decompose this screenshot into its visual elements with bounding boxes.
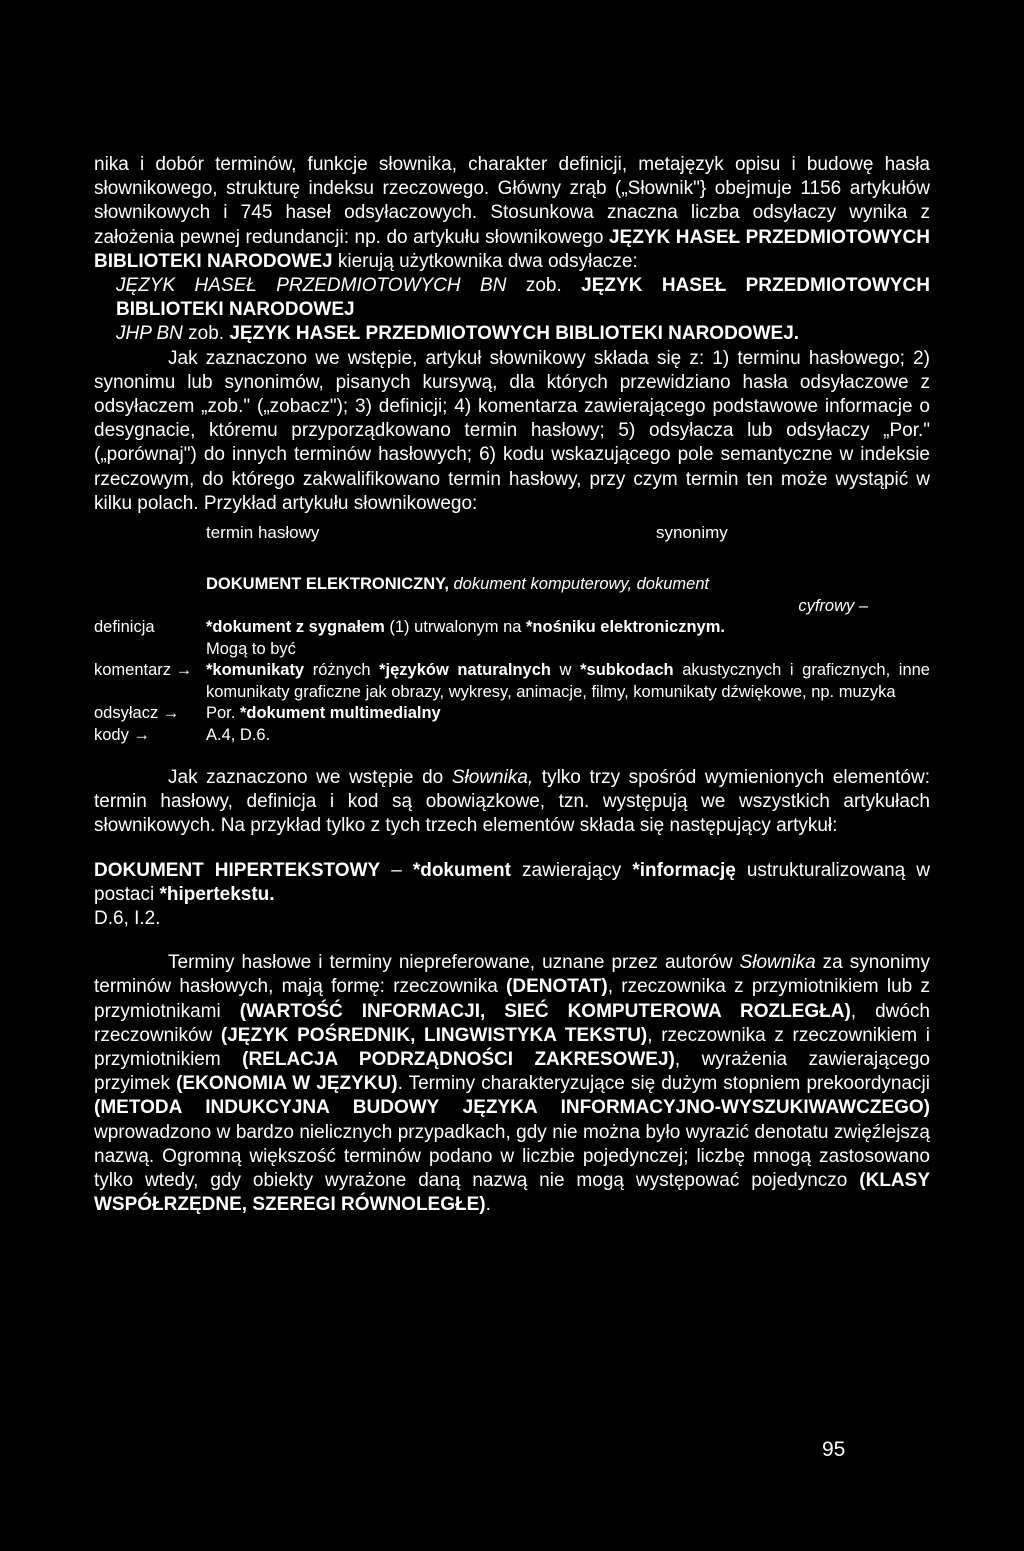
definition-text: *dokument z sygnałem (1) utrwalonym na *nośniku elektronicznym. Mogą to być xyxy=(206,618,725,658)
page-body xyxy=(94,153,930,1218)
entry-synonym-continuation: cyfrowy – xyxy=(798,596,868,615)
paragraph-mandatory: Jak zaznaczono we wstępie do Słownika, tylko trzy spośród wymienionych elementów: termin hasłowy, definicja i kod są obowiązkowe, tzn. występują we wszystkich artykułach słownikowych. Na przykład tylko z tych trzech elementów składa się następujący artykuł: xyxy=(94,767,930,837)
entry-hypertext-code: D.6, I.2. xyxy=(94,908,161,930)
code-label: kody → xyxy=(94,725,150,744)
header-term-label: termin hasłowy xyxy=(206,523,320,543)
entry-definition-row xyxy=(94,617,930,660)
reference-text: Por. *dokument multimedialny xyxy=(206,704,441,723)
paragraph-term-forms: Terminy hasłowe i terminy niepreferowane, uznane przez autorów Słownika za synonimy terminów hasłowych, mają formę: rzeczownika (DENOTAT), rzeczownika z przymiotnikiem lub z przymiotnikami (WARTOŚĆ INFORMACJI, SIEĆ KOMPUTEROWA ROZLEGŁA), dwóch rzeczowników (JĘZYK POŚREDNIK, LINGWISTYKA TEKSTU), rzeczownika z rzeczownikiem i przymiotnikiem (RELACJA PODRZĄDNOŚCI ZAKRESOWEJ), wyrażenia zawierającego przyimek (EKONOMIA W JĘZYKU). Terminy charakteryzujące się dużym stopniem prekoordynacji (METODA INDUKCYJNA BUDOWY JĘZYKA INFORMACYJNO-WYSZUKIWAWCZEGO) wprowadzono w bardzo nielicznych przypadkach, gdy nie można było wyrazić denotatu zwięźlejszą nazwą. Ogromną większość terminów podano w liczbie pojedynczej; liczbę mnogą zastosowano tylko wtedy, gdy obiekty wyrażone daną nazwą nie mogą występować pojedynczo (KLASY WSPÓŁRZĘDNE, SZEREGI RÓWNOLEGŁE). xyxy=(94,952,931,1216)
comment-text: *komunikaty różnych *języków naturalnych w *subkodach akustycznych i graficznych, inne komunikaty graficzne jak obrazy, wykresy, animacje, filmy, komunikaty dźwiękowe, np. muzyka xyxy=(206,661,930,701)
entry-code-row xyxy=(94,725,930,747)
cross-reference-1: JĘZYK HASEŁ PRZEDMIOTOWYCH BN zob. JĘZYK HASEŁ PRZEDMIOTOWYCH BIBLIOTEKI NARODOWEJ xyxy=(116,275,930,321)
code-text: A.4, D.6. xyxy=(206,725,271,744)
paragraph-intro: nika i dobór terminów, funkcje słownika, charakter definicji, metajęzyk opisu i budowę hasła słownikowego, strukturę indeksu rzeczowego. Główny zrąb („Słownik"} obejmuje 1156 artykułów słownikowych i 745 haseł odsyłaczowych. Stosunkowa znaczna liczba odsyłaczy wynika z założenia pewnej redundancji: np. do artykułu słownikowego JĘZYK HASEŁ PRZEDMIOTOWYCH BIBLIOTEKI NARODOWEJ kierują użytkownika dwa odsyłacze: xyxy=(94,154,930,272)
comment-label: komentarz → xyxy=(94,661,193,680)
cross-reference-2: JHP BN zob. JĘZYK HASEŁ PRZEDMIOTOWYCH BIBLIOTEKI NARODOWEJ. xyxy=(116,323,800,345)
entry-headword: DOKUMENT ELEKTRONICZNY, dokument komputerowy, dokument xyxy=(206,575,710,594)
term-bold: JĘZYK HASEŁ PRZEDMIOTOWYCH BIBLIOTEKI NARODOWEJ xyxy=(94,226,930,272)
entry-reference-row xyxy=(94,703,930,725)
page-number: 95 xyxy=(822,1438,846,1461)
example-header xyxy=(94,522,930,546)
definition-label: definicja xyxy=(94,618,155,637)
reference-label: odsyłacz → xyxy=(94,704,180,723)
entry-hypertext-example: DOKUMENT HIPERTEKSTOWY – *dokument zawierający *informację ustrukturalizowaną w postaci *hipertekstu. xyxy=(94,859,930,905)
paragraph-structure: Jak zaznaczono we wstępie, artykuł słownikowy składa się z: 1) terminu hasłowego; 2) synonimu lub synonimów, pisanych kursywą, dla których przewidziano hasła odsyłaczowe z odsyłaczem „zob." („zobacz"); 3) definicji; 4) komentarza zawierającego podstawowe informacje o desygnacie, któremu przyporządkowano termin hasłowy; 5) odsyłacza lub odsyłaczy „Por." („porównaj") do innych terminów hasłowych; 6) kodu wskazującego pole semantyczne w indeksie rzeczowym, do którego zakwalifikowano termin hasłowy, przy czym termin ten może wystąpić w kilku polach. Przykład artykułu słownikowego: xyxy=(94,347,930,514)
dictionary-entry-example xyxy=(94,522,930,746)
header-synonym-label: synonimy xyxy=(656,523,728,543)
entry-comment-row xyxy=(94,660,930,703)
